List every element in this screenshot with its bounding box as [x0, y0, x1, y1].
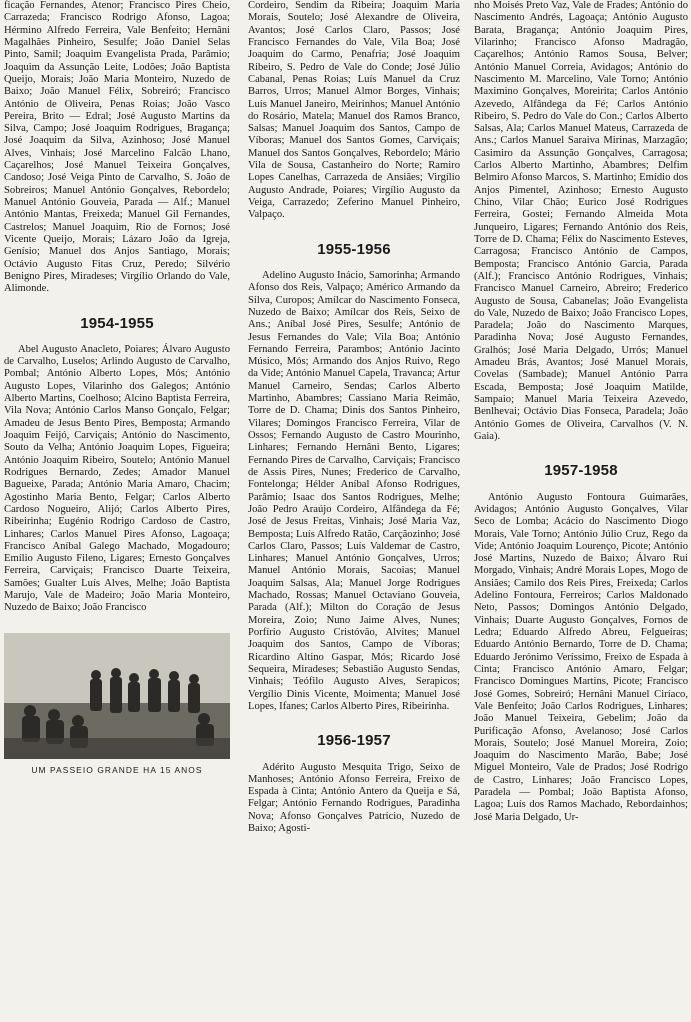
section-heading-1957-1958: 1957-1958	[544, 462, 618, 480]
column-1-continued-text: ficação Fernandes, Atenor; Francisco Pires Cheio, Carrazeda; Francisco Rodrigo Afonso, Lagoa; Hérmino Alfredo Ferreira, Vale Benfeito; Hernâni Magalhães Pinheiro, Sesulfe; João Daniel Selas Pinto, Samil; Joaquim Evangelista Prada, Parâmio; Joaquim da Assunção Leite, Lodões; João Baptista Queijo, Morais; João Maria Monteiro, Nuzedo de Baixo; João Manuel Félix, Sobreiró; Francisco António de Oliveira, Penas Roias; João Vasco Pereira, Brito — Edral; José Augusto Martins da Silva, Campo; José Joaquim Rodrigues, Bragança; José Joaquim da Silva, Azinhoso; José Manuel Alves, Vinhais; José Marcelino Falcão Lhano, Caçarelhos; José Manuel Teixeira Gonçalves, Candoso; José Veiga Pinto de Carvalho, S. João de Sobreiros; Manuel António Gonçalves, Rebordelo; Manuel António Gouveia, Parada — Alf.; Manuel António Mantas, Freixeda; Manuel Gil Fernandes, Castrelos; Manuel Joaquim, Rio de Fornos; José Vicente Queijo, Morais; Lázaro João da Igreja, Genísio; Manuel dos Anjos Santiago, Morais; Octávio Augusto Fitas Cruz, Peredo; Silvério Benigno Pires, Miradeses; Virgílio Orlando do Vale, Alimonde.	[4, 0, 230, 295]
column-3	[474, 0, 688, 824]
column-2-continued-text: Cordeiro, Sendim da Ribeira; Joaquim Maria Morais, Soutelo; José Alexandre de Oliveira, Avantos; José Carlos Claro, Passos; José Francisco Fernandes do Vale, Vila Boa; José Joaquim do Carmo, Penafria; José Joaquim Ribeiro, S. Pedro de Vale do Conde; José Júlio Cabanal, Penas Roias; Luís Manuel da Cruz Barros, Urros; Manuel Almor Borges, Vinhais; Luís Manuel Janeiro, Meirinhos; Manuel António do Rosário, Matela; Manuel dos Ramos Branco, Salsas; Manuel Joaquim dos Santos, Campo de Víboras; Manuel dos Santos Gomes, Carviçais; Manuel dos Santos Gonçalves, Rebordelo; Mário Vila de Sousa, Castanheiro do Norte; Ramiro Lopes Canelhas, Carrazeda de Ansiães; Virgílio Augusto Andrade, Poiares; Virgílio Augusto da Veiga, Carrazedo; Zeferino Manuel Pinheiro, Valpaço.	[248, 0, 460, 221]
section-body-1956-1957: Adérito Augusto Mesquita Trigo, Seixo de Manhoses; António Afonso Ferreira, Freixo de Espada à Cinta; António Antero da Queija e Sá, Felgar; António Fernando Rodrigues, Paradinha Nova; Afonso Gonçalves Patrício, Nuzedo de Baixo; Agosti-	[248, 761, 460, 835]
section-heading-1954-1955: 1954-1955	[80, 314, 154, 332]
section-heading-1956-1957: 1956-1957	[317, 732, 391, 750]
group-photo	[4, 633, 230, 759]
photo-block	[4, 633, 230, 776]
photo-caption: UM PASSEIO GRANDE HA 15 ANOS	[31, 764, 203, 775]
group-photo-figures	[4, 633, 230, 759]
section-body-1955-1956: Adelino Augusto Inácio, Samorinha; Armando Afonso dos Reis, Valpaço; Américo Armando da Silva, Curopos; Amílcar do Nascimento Fonseca, Nuzedo de Baixo; Amílcar dos Reis, Seixo de Ans.; Aníbal José Pires, Sesulfe; António de Jesus Fernandes do Vale; Vila Boa; António Fernando Ferreira, Parambos; António Jacinto Músico, Mós; Armando dos Anjos Ruivo, Rego da Vide; António Manuel Capela, Travanca; Artur Manuel Carneiro, Sendas; Carlos Alberto Martinho, Abambres; Cassiano Maria Reimão, Torre de D. Chama; Dinis dos Santos Pinheiro, Vilares; Domingos Francisco Ferreira, Vilar de Ossos; Fernando Augusto de Castro Mourinho, Linhares; Fernando Hernâni Bento, Ligares; Fernando Pires de Carvalho, Carviçais; Francisco de Assis Pires, Nunes; Frederico de Carvalho, Fontelonga; Hélder Aníbal Afonso Rodrigues, Parâmio; Isaac dos Santos Rodrigues, Melhe; João Pedro Araújo Cordeiro, Alfândega da Fé; José de Jesus Freitas, Vinhais; José Maria Vaz, Bemposta; Luís Alfredo Ratão, Carçãozinho; José Carlos Claro, Passos; Luís Valdemar de Castro, Linhares; Manuel António Gonçalves, Urros; Manuel António Morais, Sacoias; Manuel Joaquim Salsas, Ala; Manuel Jorge Rodrigues Machado, Rossas; Manuel Octaviano Gouveia, Parada (Alf.); Milton do Coração de Jesus Moreira, Zoio; Nuno Jaime Alves, Nunes; Porfírio Augusto Cristóvão, Alvites; Manuel Joaquim dos Santos, Campo de Víboras; Ricardino Altino Gaspar, Mós; Ricardo José Sequeira, Miradeses; Sebastião Augusto Sendas, Vinhais; Teófilo Augusto Alves, Serapicos; Vergílio Dinis Vicente, Moimenta; Manuel José Lopes, Ifanes; Carlos Alberto Pires, Ribeirinha.	[248, 269, 460, 712]
section-body-1954-1955: Abel Augusto Anacleto, Poiares; Álvaro Augusto de Carvalho, Luselos; Arlindo Augusto de Carvalho, Pombal; António Alberto Lopes, Mós; António Augusto Lopes, Vilarinho dos Galegos; António Alberto Martins, Coelhoso; Alcino Baptista Ferreira, Vila Nova; António Carlos Manso Gonçalo, Felgar; Amadeu de Jesus Bento Pires, Bemposta; Armando Joaquim Feijó, Carviçais; António do Nascimento, Souto da Velha; António Joaquim Lopes, Figueira; António Joaquim Ribeiro, Soutelo; António Manuel Rodrigues Bernardo, Zedes; Amador Manuel Bagueixe, Parada; António Maria Amaro, Chacim; Agostinho Maria Bento, Felgar; Carlos Alberto Cardoso Nogueiro, Alijó; Carlos Alberto Pires, Ribeirinha; Eugénio Rodrigo Cardoso de Castro, Linhares; Carlos Manuel Pires Afonso, Lagoaça; Francisco Aníbal Galego Machado, Mogadouro; Emílio Augusto Fileno, Ligares; Ernesto Gonçalves Ferreira, Carviçais; Francisco Duarte Teixeira, Samões; Gualter Luís Alves, Melhe; João Baptista Marujo, Vale de Madeiro; João Maria Monteiro, Nuzedo de Baixo; João Francisco	[4, 343, 230, 614]
column-3-continued-text: nho Moisés Preto Vaz, Vale de Frades; António do Nascimento Andrés, Lagoaça; António Augusto Barata, Bragança; António Joaquim Pires, Vilarinho; Francisco Afonso Madragão, Caçarelhos; António Ramos Sousa, Belver; António Manuel Correia, Avidagos; António do Nascimento M. Marcelino, Vale Torno; António Maximino Gonçalves, Moreirita; Carlos António Azevedo, Alfândega da Fé; Carlos António Ribeiro, S. Pedro do Vale do Con.; Carlos Alberto Salsas, Ala; Carlos Manuel Mateus, Carrazeda de Ans.; Carlos Manuel Saraiva Mirinas, Marzagão; Casimiro da Assunção Gonçalves, Carragosa; Carlos Alberto Martinho, Abambres; Delfim Belmiro Afonso Marcos, S. Martinho; Emídio dos Anjos Pimentel, Azinhoso; Ernesto Augusto Chino, Vilar Chão; Eurico José Rodrigues Ferreira, Gostei; Fernando Almeida Mota Junqueiro, Ligares; Fernando António dos Reis, Torre de D. Chama; Félix do Nascimento Esteves, Carragosa; Francisco António de Campos, Bemposta; Francisco António Garcia, Parada (Alf.); Francisco António Rodrigues, Vinhais; Francisco Manuel Carneiro, Abreiro; Frederico Augusto de Sousa, Cabanelas; João Evangelista do Vale, Nuzedo de Baixo; João Francisco Lopes, Paradela; João do Nascimento Marques, Paradinha Nova; José Augusto Fernandes, Gralhós; José Maria Delgado, Urrós; Manuel Amadeu Brás, Avantos; José Manuel Morais, Covelas (Sambade); Manuel António Parra Escada, Bemposta; José Joaquim Matilde, Sampaio; Manuel Maria Teixeira Azevedo, Benlhevai; Octávio Dias Fonseca, Paradela; João António Gomes de Oliveira, Carvalhos (V. N. Gaia).	[474, 0, 688, 442]
section-body-1957-1958: António Augusto Fontoura Guimarães, Avidagos; António Augusto Gonçalves, Vilar Seco de Lomba; Acácio do Nascimento Diogo Morais, Vale Torno; António Júlio Cruz, Rego da Vide; António Joaquim Lourenço, Picote; António José Martins, Nuzedo de Baixo; Álvaro Rui Morgado, Vinhais; André Morais Lopes, Mogo de Ansiães; Camilo dos Reis Pires, Freixeda; Carlos Adelino Fontoura, Ferreiros; Carlos Maldonado Neto, Passos; Domingos António Delgado, Vinhais; Duarte Augusto Gonçalves, Fornos de Ledra; Eduardo Alfredo Abreu, Felgueiras; Eduardo António Bernardo, Torre de D. Chama; Eduardo Jerónimo Veríssimo, Freixo de Espada à Cinta; Francisco António Amaro, Felgar; Francisco Domingues Martins, Picote; Francisco José Gomes, Sobreiró; Hernâni Manuel Ciríaco, Vale Benfeito; João Carlos Rodrigues, Linhares; João Manuel Teixeira, Gebelim; João da Purificação Afonso, Avelanoso; José Carlos Morais, Soutelo; José Manuel Moreira, Zoio; Joaquim do Nascimento Marão, Babe; José Miguel Monteiro, Vale de Prados; José Rodrigo de Castro, Linhares; João Francisco Lopes, Paradela — Pombal; João Baptista Afonso, Lagoa; Luís dos Ramos Machado, Rebordainhos; José Maria Delgado, Ur-	[474, 491, 688, 823]
column-1	[4, 0, 230, 776]
section-heading-1955-1956: 1955-1956	[317, 240, 391, 258]
column-2	[248, 0, 460, 835]
